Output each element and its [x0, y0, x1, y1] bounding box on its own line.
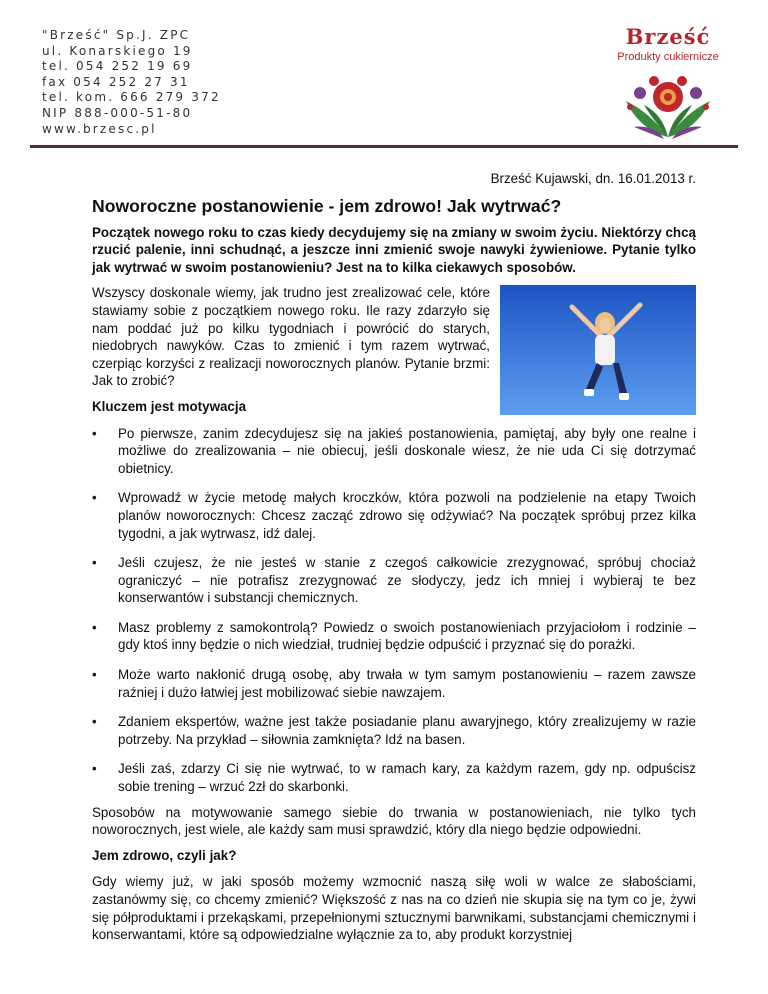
- document-body: [92, 170, 696, 952]
- bullet-icon: •: [92, 714, 97, 730]
- company-address: [42, 28, 221, 137]
- website-link[interactable]: www.brzesc.pl: [42, 121, 157, 136]
- list-item: [92, 666, 696, 701]
- list-item-text: Jeśli czujesz, że nie jesteś w stanie z czegoś całkowicie zrezygnować, spróbuj chociaż ograniczyć – nie potrafisz zrezygnować ze słodyczy, jedz ich mniej i wybieraj te bez konserwantów i substancji chemicznych.: [118, 555, 696, 606]
- list-item: [92, 760, 696, 795]
- list-item-text: Po pierwsze, zanim zdecydujesz się na jakieś postanowienia, pamiętaj, aby były one realne i możliwe do zrealizowania – nie obiecuj, jeśli doskonale wiesz, że nie uda Ci się dotrzymać obietnicy.: [118, 425, 696, 476]
- logo-tagline: Produkty cukiernicze: [617, 51, 719, 63]
- list-item: [92, 619, 696, 654]
- address-line: tel. kom. 666 279 372: [42, 90, 221, 105]
- bullet-icon: •: [92, 761, 97, 777]
- company-logo: [598, 24, 738, 142]
- header-divider: [30, 145, 738, 148]
- letterhead: [30, 24, 730, 148]
- list-item-text: Masz problemy z samokontrolą? Powiedz o swoich postanowieniach przyjaciołom i rodzinie – gdy ktoś inny będzie o nich wiedział, trudniej będzie odpuścić i przyznać się do porażki.: [118, 619, 696, 653]
- address-line: NIP 888-000-51-80: [42, 105, 193, 120]
- jumping-woman-photo: [500, 285, 696, 415]
- address-line: fax 054 252 27 31: [42, 74, 190, 89]
- address-line: "Brześć" Sp.J. ZPC: [42, 28, 191, 42]
- intro-paragraph: Wszyscy doskonale wiemy, jak trudno jest zrealizować cele, które stawiamy sobie z początkiem nowego roku. Ile razy zdarzyło się nam poddać już po kilku tygodniach i powrócić do starych, niedobrych nawyków. Czas to zmienić i tym razem wytrwać, czerpiąc korzyści z realizacji noworocznych planów. Pytanie brzmi: Jak to zrobić?: [92, 285, 490, 389]
- bullet-icon: •: [92, 425, 97, 441]
- list-item-text: Może warto nakłonić drugą osobę, aby trwała w tym samym postanowieniu – razem zawsze raźniej i dużo łatwiej jest mobilizować siebie nawzajem.: [118, 667, 696, 700]
- list-item-text: Jeśli zaś, zdarzy Ci się nie wytrwać, to w ramach kary, za każdym razem, gdy np. odpuścisz sobie trening – wrzuć 2zł do skarbonki.: [118, 761, 696, 795]
- summary-paragraph: Sposobów na motywowanie samego siebie do trwania w postanowieniach, nie tylko tych noworocznych, jest wiele, ale każdy sam musi sprawdzić, który dla niego będzie odpowiedni.: [92, 804, 696, 838]
- logo-brand: Brześć: [625, 24, 711, 49]
- document-date: Brześć Kujawski, dn. 16.01.2013 r.: [490, 171, 696, 186]
- page-title: Noworoczne postanowienie - jem zdrowo! Jak wytrwać?: [92, 195, 562, 216]
- address-line: tel. 054 252 19 69: [42, 59, 193, 74]
- section2-paragraph: Gdy wiemy już, w jaki sposób możemy wzmocnić naszą siłę woli w walce ze słabościami, zastanówmy się, co chcemy zmienić? Większość z nas na co dzień nie skupia się na tym co je, żywi się półproduktami i przekąskami, przepełnionymi sztucznymi barwnikami, substancjami chemicznymi i konserwantami, które są odpowiedzialne wyłącznie za to, aby produkt korzystniej: [92, 874, 696, 943]
- list-item-text: Zdaniem ekspertów, ważne jest także posiadanie planu awaryjnego, który zrealizujemy w razie potrzeby. Na przykład – siłownia zamknięta? Idź na basen.: [118, 714, 696, 747]
- bullet-icon: •: [92, 490, 97, 506]
- list-item: [92, 489, 696, 542]
- list-item: [92, 554, 696, 607]
- section-heading-motivation: Kluczem jest motywacja: [92, 398, 247, 414]
- address-line: ul. Konarskiego 19: [42, 43, 193, 58]
- bullet-icon: •: [92, 619, 97, 635]
- list-item: [92, 713, 696, 748]
- bullet-icon: •: [92, 667, 97, 683]
- section-heading-healthy-eating: Jem zdrowo, czyli jak?: [92, 847, 237, 863]
- lead-paragraph: Początek nowego roku to czas kiedy decydujemy się na zmiany w swoim życiu. Niektórzy chcą rzucić palenie, inni schudnąć, a jeszcze inni zmienić swoje nawyki żywieniowe. Pytanie tylko jak wytrwać w swoim postanowieniu? Jest na to kilka ciekawych sposobów.: [92, 224, 696, 275]
- list-item: [92, 425, 696, 478]
- bullet-icon: •: [92, 555, 97, 571]
- list-item-text: Wprowadź w życie metodę małych kroczków, która pozwoli na podzielenie na etapy Twoich planów noworocznych: Chcesz zacząć zdrowo się odżywiać? Na początek spróbuj przez kilka tygodni, a jak wytrwasz, idź dalej.: [118, 490, 696, 541]
- flower-emblem-icon: [620, 67, 716, 141]
- tips-list: [92, 425, 696, 796]
